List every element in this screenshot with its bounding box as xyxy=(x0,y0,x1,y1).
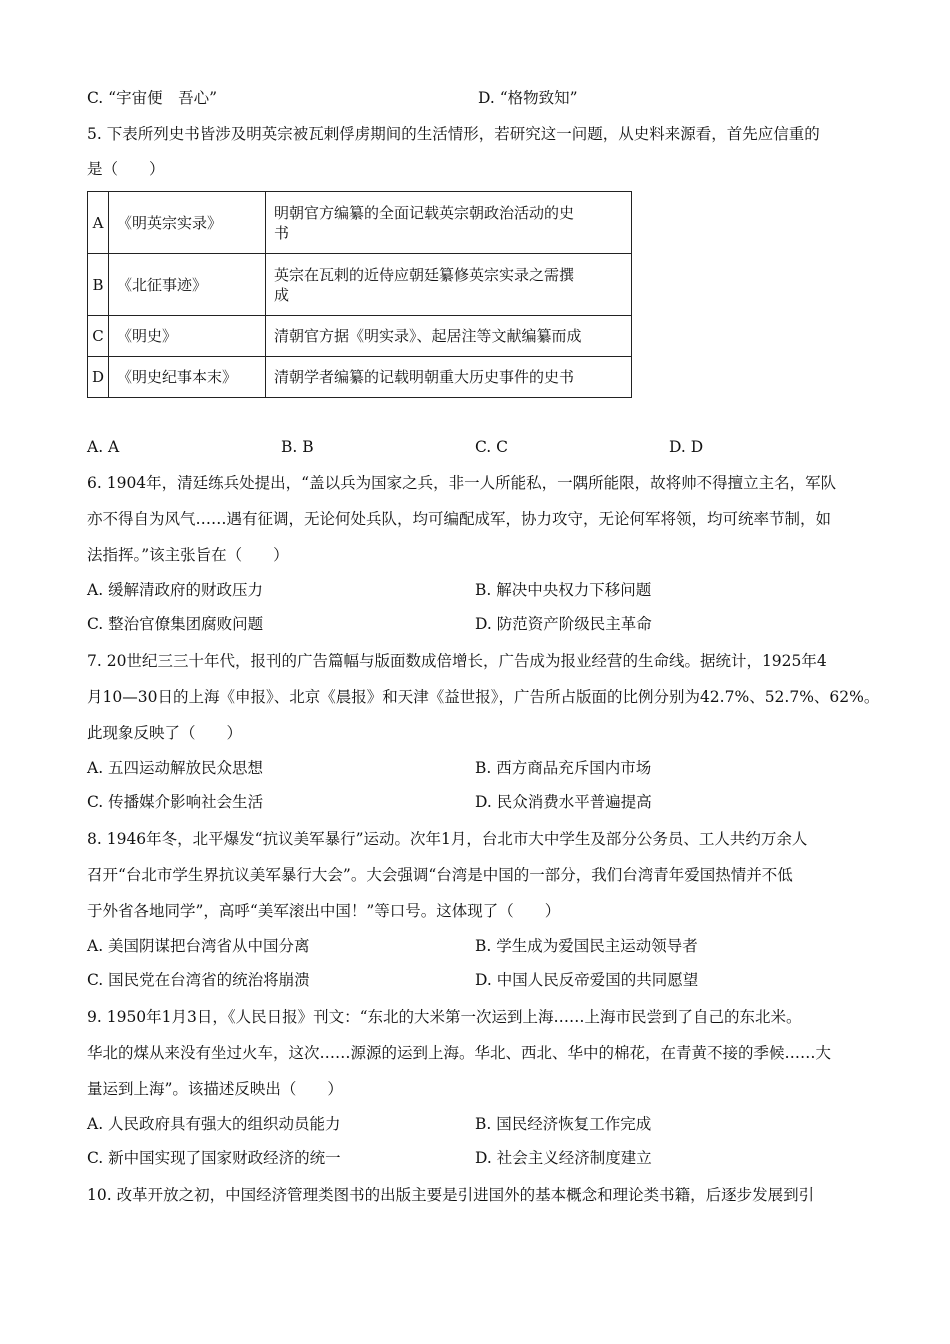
q9-option-d: D. 社会主义经济制度建立 xyxy=(475,1149,652,1167)
q5-stem-line-2: 是（ ） xyxy=(87,160,165,178)
q8-stem-line-3: 于外省各地同学”，高呼“美军滚出中国！”等口号。这体现了（ ） xyxy=(87,902,561,920)
table-desc-cell: 清朝官方据《明实录》、起居注等文献编纂而成 xyxy=(266,316,632,357)
q7-stem-line-1: 7. 20世纪三三十年代，报刊的广告篇幅与版面数成倍增长，广告成为报业经营的生命线。据统计，1925年4 xyxy=(87,652,827,670)
table-desc-line: 书 xyxy=(274,223,290,242)
table-row xyxy=(88,357,632,398)
q6-stem-line-1: 6. 1904年，清廷练兵处提出，“盖以兵为国家之兵，非一人所能私，一隅所能限，故将帅不得擅立主名，军队 xyxy=(87,474,837,492)
table-key-cell: A xyxy=(88,192,109,254)
q8-option-d: D. 中国人民反帝爱国的共同愿望 xyxy=(475,971,699,989)
q6-option-c: C. 整治官僚集团腐败问题 xyxy=(87,615,264,633)
q9-stem-line-2: 华北的煤从来没有坐过火车，这次……源源的运到上海。华北、西北、华中的棉花，在青黄不接的季候……大 xyxy=(87,1044,832,1062)
q5-option-a: A. A xyxy=(87,438,120,456)
q7-stem-line-2: 月10—30日的上海《申报》、北京《晨报》和天津《益世报》，广告所占版面的比例分别为42.7%、52.7%、62%。 xyxy=(87,688,880,706)
table-key-cell: D xyxy=(88,357,109,398)
q5-option-c: C. C xyxy=(475,438,509,456)
q9-stem-line-1: 9. 1950年1月3日，《人民日报》刊文：“东北的大米第一次运到上海……上海市民尝到了自己的东北米。 xyxy=(87,1008,802,1026)
q4-option-d: D. “格物致知” xyxy=(478,89,578,107)
q5-option-d: D. D xyxy=(669,438,704,456)
q5-stem-line-1: 5. 下表所列史书皆涉及明英宗被瓦剌俘虏期间的生活情形，若研究这一问题，从史料来源看，首先应信重的 xyxy=(87,125,820,143)
q10-stem-line-1: 10. 改革开放之初，中国经济管理类图书的出版主要是引进国外的基本概念和理论类书籍，后逐步发展到引 xyxy=(87,1186,815,1204)
q9-stem-line-3: 量运到上海”。该描述反映出（ ） xyxy=(87,1080,343,1098)
table-title-cell: 《明英宗实录》 xyxy=(109,192,266,254)
q7-stem-line-3: 此现象反映了（ ） xyxy=(87,724,243,742)
table-title-cell: 《明史纪事本末》 xyxy=(109,357,266,398)
table-row xyxy=(88,192,632,254)
q9-option-c: C. 新中国实现了国家财政经济的统一 xyxy=(87,1149,341,1167)
q9-option-a: A. 人民政府具有强大的组织动员能力 xyxy=(87,1115,341,1133)
q5-option-b: B. B xyxy=(281,438,314,456)
table-desc-line: 明朝官方编纂的全面记载英宗朝政治活动的史 xyxy=(274,203,575,222)
table-row xyxy=(88,254,632,316)
q8-stem-line-2: 召开“台北市学生界抗议美军暴行大会”。大会强调“台湾是中国的一部分，我们台湾青年爱国热情并不低 xyxy=(87,866,793,884)
q4-option-c: C. “宇宙便 吾心” xyxy=(87,89,218,107)
table-desc-cell xyxy=(266,192,632,254)
q6-option-b: B. 解决中央权力下移问题 xyxy=(475,581,652,599)
table-title-cell: 《明史》 xyxy=(109,316,266,357)
q8-stem-line-1: 8. 1946年冬，北平爆发“抗议美军暴行”运动。次年1月，台北市大中学生及部分公务员、工人共约万余人 xyxy=(87,830,808,848)
table-key-cell: C xyxy=(88,316,109,357)
q7-option-c: C. 传播媒介影响社会生活 xyxy=(87,793,264,811)
q8-option-a: A. 美国阴谋把台湾省从中国分离 xyxy=(87,937,310,955)
table-row xyxy=(88,316,632,357)
table-title-cell: 《北征事迹》 xyxy=(109,254,266,316)
q6-option-d: D. 防范资产阶级民主革命 xyxy=(475,615,652,633)
q6-stem-line-3: 法指挥。”该主张旨在（ ） xyxy=(87,546,289,564)
q9-option-b: B. 国民经济恢复工作完成 xyxy=(475,1115,652,1133)
q6-stem-line-2: 亦不得自为风气……遇有征调，无论何处兵队，均可编配成军，协力攻守，无论何军将领，均可统率节制，如 xyxy=(87,510,832,528)
table-key-cell: B xyxy=(88,254,109,316)
table-desc-cell: 清朝学者编纂的记载明朝重大历史事件的史书 xyxy=(266,357,632,398)
q8-option-c: C. 国民党在台湾省的统治将崩溃 xyxy=(87,971,310,989)
q6-option-a: A. 缓解清政府的财政压力 xyxy=(87,581,264,599)
q8-option-b: B. 学生成为爱国民主运动领导者 xyxy=(475,937,698,955)
q5-source-table xyxy=(87,191,632,398)
q7-option-d: D. 民众消费水平普遍提高 xyxy=(475,793,652,811)
q7-option-b: B. 西方商品充斥国内市场 xyxy=(475,759,652,777)
table-desc-line: 英宗在瓦剌的近侍应朝廷纂修英宗实录之需撰 xyxy=(274,265,575,284)
table-desc-line: 成 xyxy=(274,285,290,304)
q7-option-a: A. 五四运动解放民众思想 xyxy=(87,759,264,777)
table-desc-cell xyxy=(266,254,632,316)
